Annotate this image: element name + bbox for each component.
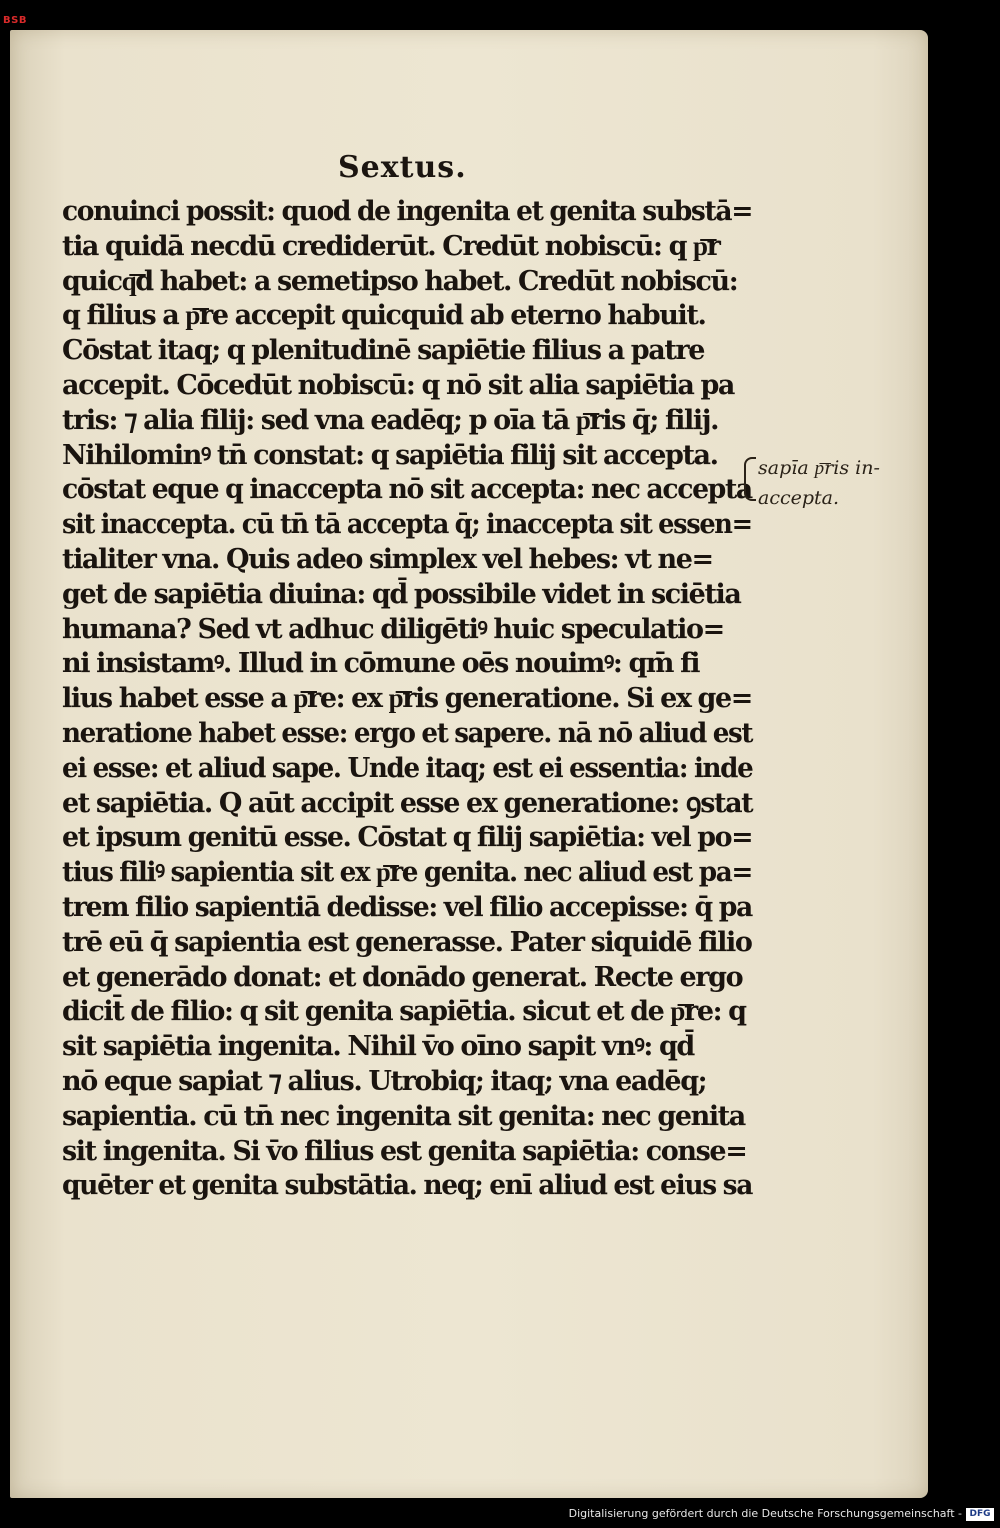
text-line: humana? Sed vt adhuc diligētiꝰ huic speculatio= bbox=[62, 613, 724, 645]
dfg-logo: DFG bbox=[966, 1508, 994, 1521]
marginal-bracket-icon bbox=[744, 457, 756, 501]
funder-credit: Digitalisierung gefördert durch die Deutsche Forschungsgemeinschaft - bbox=[568, 1507, 962, 1520]
text-line: quēter et genita substātia. neq; enī aliud est eius sa bbox=[62, 1170, 753, 1202]
footer-bar bbox=[0, 1500, 1000, 1528]
running-head: Sextus. bbox=[338, 150, 467, 185]
text-line: conuinci possit: quod de ingenita et genita substā= bbox=[62, 196, 753, 227]
text-line: cōstat eque q inaccepta nō sit accepta: nec accepta bbox=[62, 474, 752, 506]
marginal-note-line: sapīa p͞ris in- bbox=[758, 457, 880, 479]
text-line: ei esse: et aliud sape. Unde itaq; est ei essentia: inde bbox=[62, 752, 753, 784]
text-line: et sapiētia. Q aūt accipit esse ex generatione: ꝯstat bbox=[62, 787, 753, 819]
text-block bbox=[62, 195, 752, 1204]
text-line: Nihilominꝰ tn̄ constat: q sapiētia filij sit accepta. bbox=[62, 439, 718, 471]
book-page bbox=[10, 30, 928, 1498]
text-line: tris: ⁊ alia filij: sed vna eadēq; p oīa tā p͞ris q̄; filij. bbox=[62, 404, 719, 436]
text-line: get de sapiētia diuina: qd̄ possibile videt in sciētia bbox=[62, 578, 741, 610]
text-line: nō eque sapiat ⁊ alius. Utrobiq; itaq; vna eadēq; bbox=[62, 1065, 707, 1097]
marginal-note-line: accepta. bbox=[758, 487, 840, 509]
text-line: trē eū q̄ sapientia est generasse. Pater siquidē filio bbox=[62, 926, 752, 958]
text-line: et ipsum genitū esse. Cōstat q filij sapiētia: vel po= bbox=[62, 822, 753, 854]
text-line: Cōstat itaq; q plenitudinē sapiētie filius a patre bbox=[62, 335, 705, 367]
text-line: neratione habet esse: ergo et sapere. nā nō aliud est bbox=[62, 717, 753, 749]
text-line: et generādo donat: et donādo generat. Recte ergo bbox=[62, 961, 743, 993]
text-line: lius habet esse a p͞re: ex p͞ris generatione. Si ex ge= bbox=[62, 683, 752, 715]
text-line: accepit. Cōcedūt nobiscū: q nō sit alia sapiētia pa bbox=[62, 369, 735, 401]
text-line: quicq͞d habet: a semetipso habet. Credūt nobiscū: bbox=[62, 265, 738, 297]
text-line: tia quidā necdū crediderūt. Credūt nobiscū: q p͞r bbox=[62, 230, 720, 262]
text-line: sit sapiētia ingenita. Nihil v̄o oīno sapit vnꝰ: qd̄ bbox=[62, 1031, 694, 1063]
marginal-note bbox=[748, 453, 880, 513]
text-line: sit ingenita. Si v̄o filius est genita sapiētia: conse= bbox=[62, 1135, 747, 1167]
text-line: sapientia. cū tn̄ nec ingenita sit genita: nec genita bbox=[62, 1100, 745, 1132]
text-line: ni insistamꝰ. Illud in cōmune oēs nouimꝰ: qm̄ fi bbox=[62, 648, 700, 680]
text-line: q filius a p͞re accepit quicquid ab eterno habuit. bbox=[62, 300, 706, 332]
text-line: dicit̄ de filio: q sit genita sapiētia. sicut et de p͞re: q bbox=[62, 996, 746, 1028]
text-line: tialiter vna. Quis adeo simplex vel hebes: vt ne= bbox=[62, 543, 713, 575]
text-line: sit inaccepta. cū tn̄ tā accepta q̄; inaccepta sit essen= bbox=[62, 509, 752, 541]
text-line: trem filio sapientiā dedisse: vel filio accepisse: q̄ pa bbox=[62, 891, 752, 923]
text-line: tius filiꝰ sapientia sit ex p͞re genita. nec aliud est pa= bbox=[62, 857, 752, 889]
bsb-library-logo: BSB bbox=[3, 15, 27, 26]
